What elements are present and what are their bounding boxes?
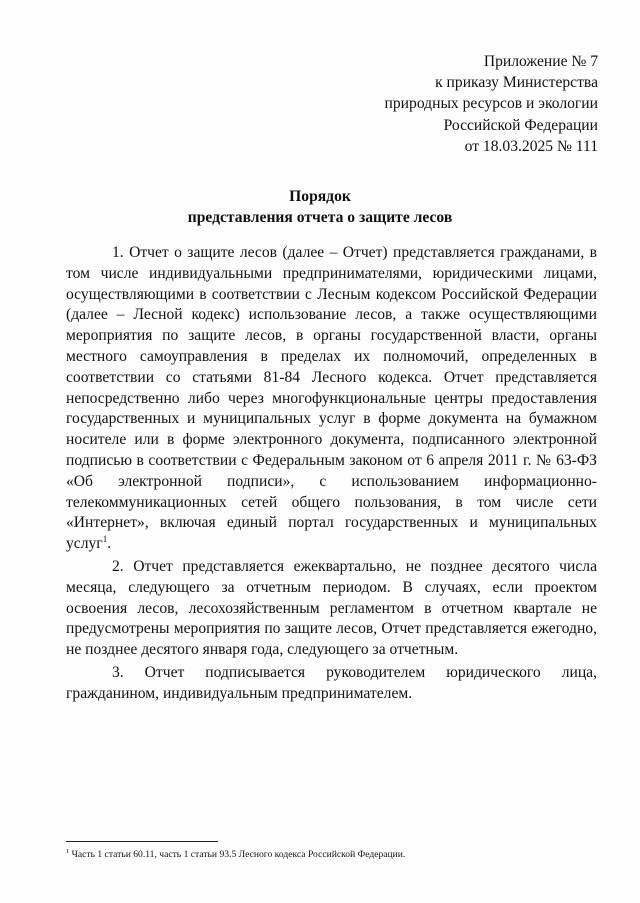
appendix-order-line: к приказу Министерства [435, 74, 598, 92]
paragraph-1 [66, 243, 597, 555]
appendix-header [385, 51, 598, 157]
title-line-2: представления отчета о защите лесов [187, 209, 453, 226]
paragraph-1-end: . [107, 535, 112, 553]
footnote-mark: 1 [66, 847, 70, 855]
appendix-date-number: от 18.03.2025 № 111 [464, 137, 598, 155]
document-body [66, 243, 597, 705]
appendix-country-line: Российской Федерации [443, 116, 598, 134]
footnote [66, 849, 405, 861]
document-title [0, 186, 640, 228]
paragraph-1-text: 1. Отчет о защите лесов (далее – Отчет) представляется гражданами, в том числе индивидуальными предпринимателями, юридическими лицами, осуществляющими в соответствии с Лесным кодексом Российской Федерации (далее – Лесной кодекс) использование лесов, а также осуществляющими мероприятия по защите лесов, в органы государственной власти, органы местного самоуправления в пределах их полномочий, определенных в соответствии со статьями 81-84 Лесного кодекса. Отчет представляется непосредственно либо через многофункциональные центры предоставления государственных и муниципальных услуг в форме документа на бумажном носителе или в форме электронного документа, подписанного электронной подписью в соответствии с Федеральным законом от 6 апреля 2011 г. № 63-ФЗ «Об электронной подписи», с использованием информационно-телекоммуникационных сетей общего пользования, в том числе сети «Интернет», включая единый портал государственных и муниципальных услуг [66, 244, 597, 553]
paragraph-3: 3. Отчет подписывается руководителем юридического лица, гражданином, индивидуальным предпринимателем. [66, 663, 597, 702]
footnote-reference: 1 [102, 533, 108, 544]
title-line-1: Порядок [289, 188, 351, 205]
appendix-number: Приложение № 7 [483, 53, 598, 70]
appendix-ministry-line: природных ресурсов и экологии [384, 95, 598, 113]
footnote-text: Часть 1 статьи 60.11, часть 1 статьи 93.5 Лесного кодекса Российской Федерации. [69, 849, 406, 860]
paragraph-2: 2. Отчет представляется ежеквартально, не позднее десятого числа месяца, следующего за отчетным периодом. В случаях, если проектом освоения лесов, лесохозяйственным регламентом в отчетном квартале не предусмотрены мероприятия по защите лесов, Отчет представляется ежегодно, не позднее десятого января года, следующего за отчетным. [66, 557, 597, 659]
footnote-separator [66, 841, 218, 842]
